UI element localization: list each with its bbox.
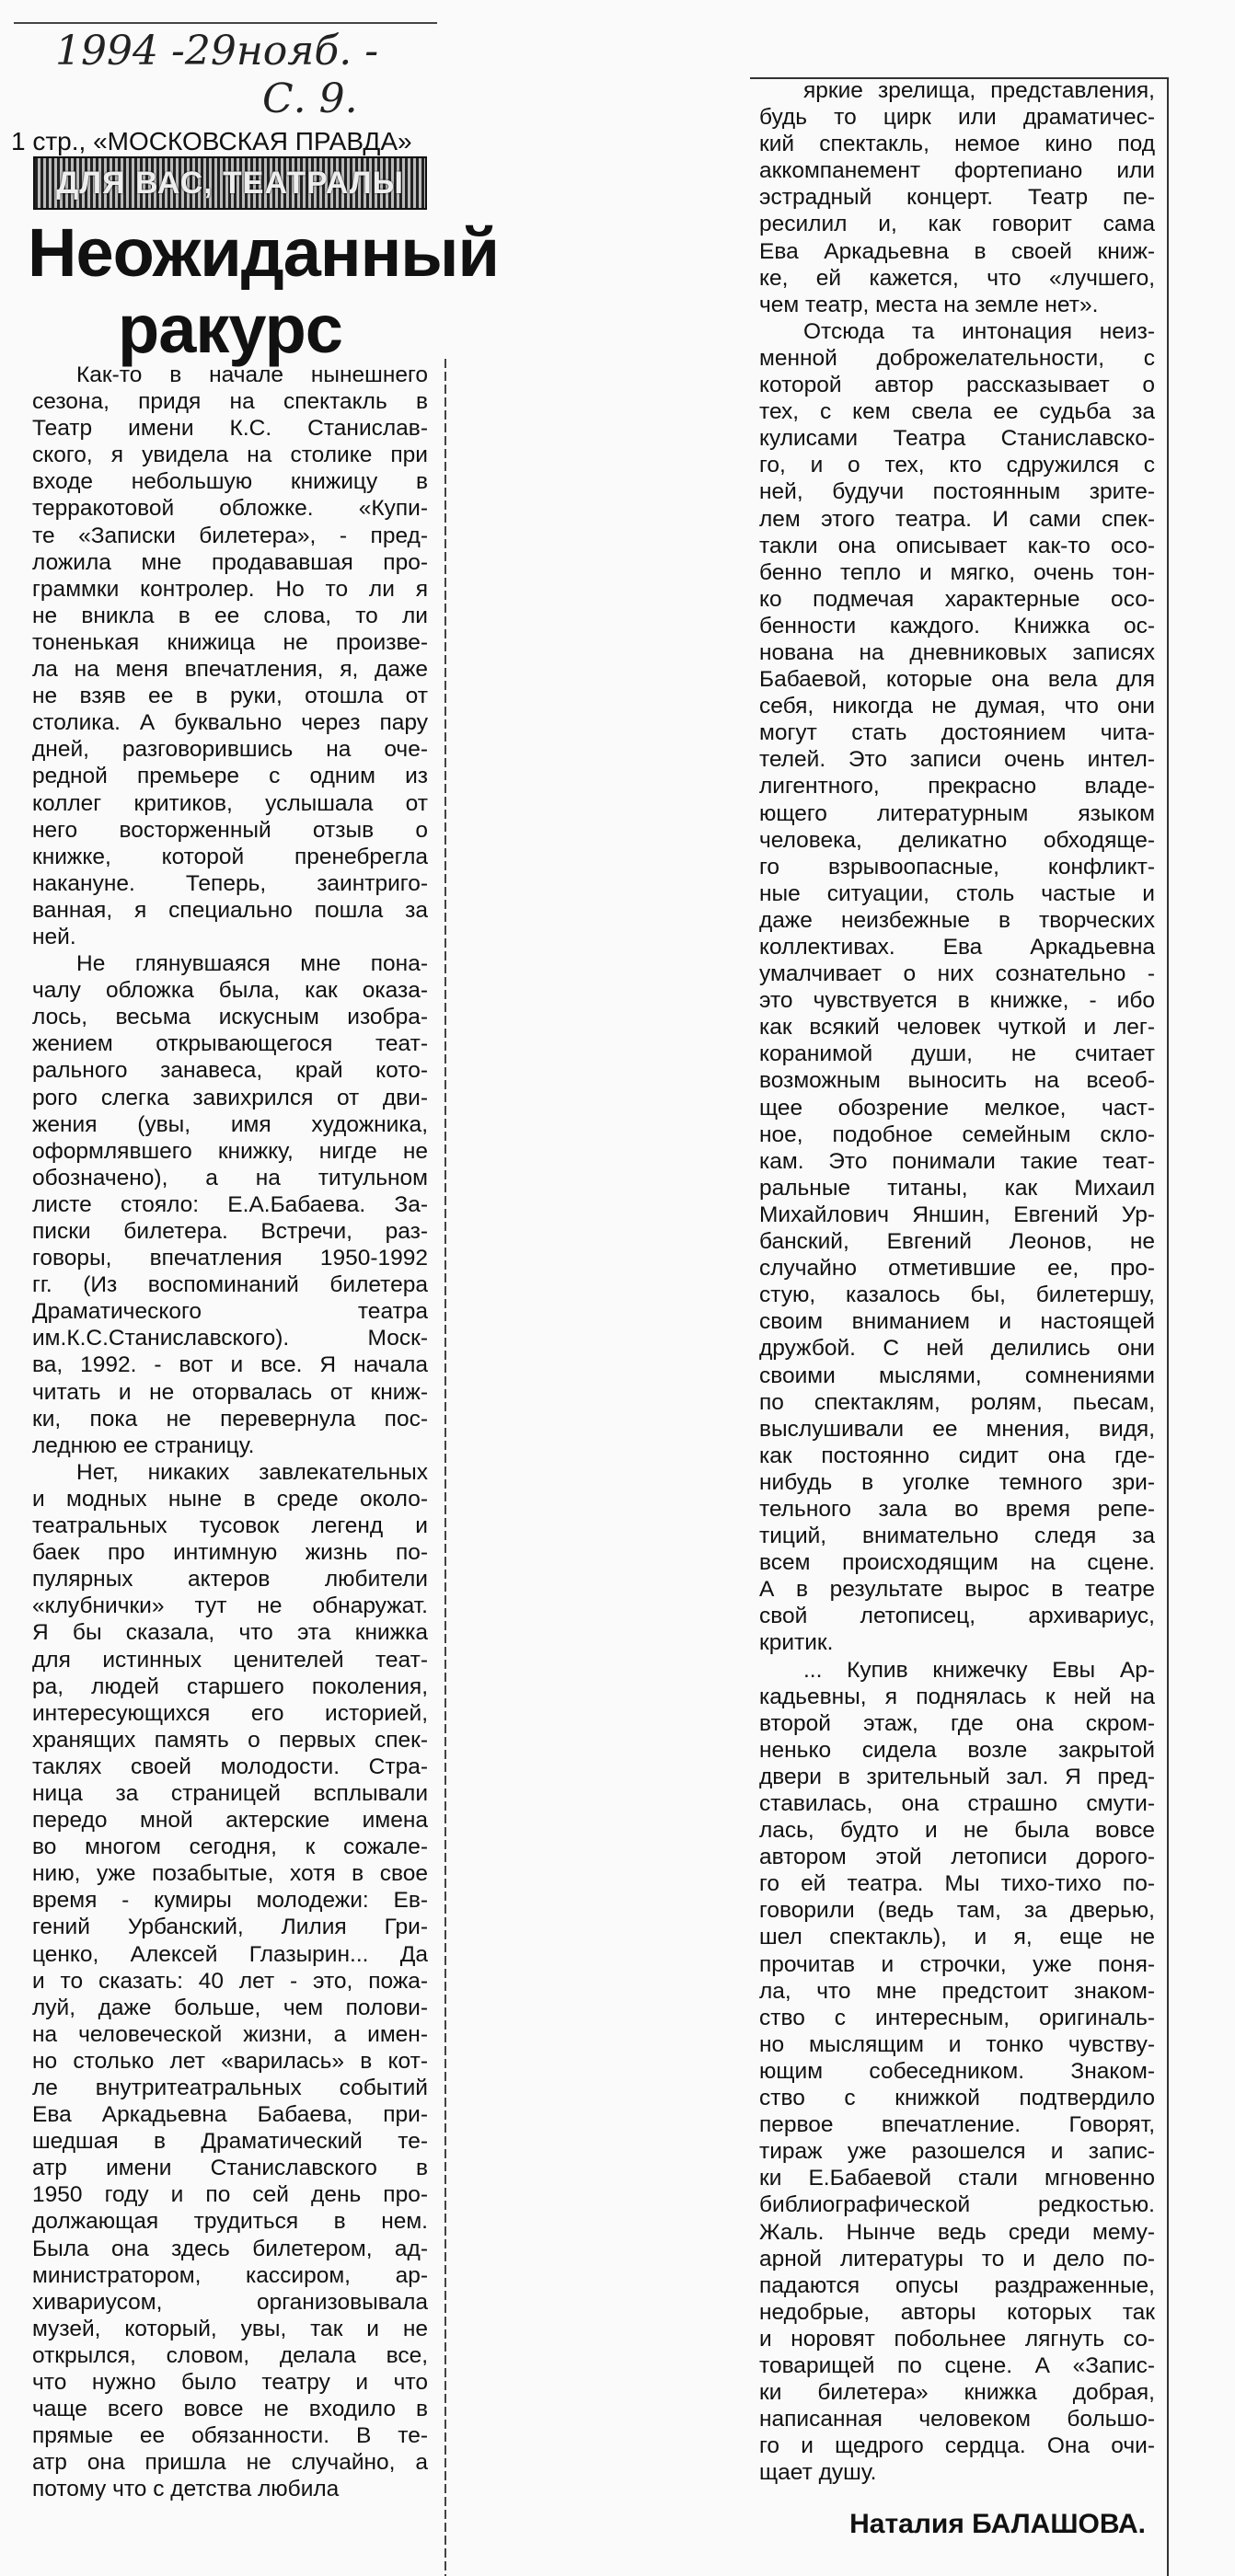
- text-line: бенности каждого. Книжка ос-: [759, 613, 1155, 638]
- text-line: леднюю ее страницу.: [32, 1432, 255, 1458]
- source-line: 1 стр., «МОСКОВСКАЯ ПРАВДА»: [11, 127, 412, 155]
- text-line: ки билетера» книжка добрая,: [759, 2380, 1155, 2406]
- text-line: шедшая в Драматический те-: [32, 2129, 428, 2155]
- text-line: и норовят побольнее лягнуть со-: [759, 2326, 1155, 2352]
- text-line: ки, пока не перевернула пос-: [32, 1406, 428, 1432]
- text-line: сезона, придя на спектакль в: [32, 389, 428, 415]
- text-line: рого слегка завихрился от дви-: [32, 1085, 428, 1110]
- text-line: возможным выносить на всеоб-: [759, 1068, 1155, 1094]
- text-line: ла, что мне предстоит знаком-: [759, 1978, 1155, 2004]
- text-line: говоры, впечатления 1950-1992: [32, 1246, 428, 1271]
- text-line: го, и о тех, кто сдружился с: [759, 453, 1155, 478]
- text-line: щее обозрение мелкое, част-: [759, 1095, 1155, 1121]
- text-line: нована на дневниковых записях: [759, 639, 1155, 665]
- text-line: ского, я увидела на столике при: [32, 443, 428, 468]
- text-line: прямые ее обязанности. В те-: [32, 2423, 428, 2449]
- text-line: тоненькая книжица не произве-: [32, 629, 428, 655]
- text-line: столика. А буквально через пару: [32, 710, 428, 736]
- headline-line-2: ракурс: [118, 291, 342, 367]
- text-line: Была она здесь билетером, ад-: [32, 2236, 428, 2261]
- text-line: должающая трудиться в нем.: [32, 2209, 428, 2235]
- text-line: второй этаж, где она скром-: [759, 1710, 1155, 1736]
- text-line: Не глянувшаяся мне пона-: [76, 951, 428, 977]
- text-line: терракотовой обложке. «Купи-: [32, 496, 428, 522]
- text-line: ке, ей кажется, что «лучшего,: [759, 265, 1155, 291]
- text-line: ней, будучи постоянным зрите-: [759, 479, 1155, 505]
- text-line: и модных ныне в среде около-: [32, 1486, 428, 1512]
- text-line: нибудь в уголке темного зри-: [759, 1469, 1155, 1495]
- text-line: Как-то в начале нынешнего: [76, 362, 428, 387]
- text-line: для истинных ценителей теат-: [32, 1647, 428, 1673]
- text-line: жением открывающегося теат-: [32, 1031, 428, 1057]
- text-line: рального занавеса, край кото-: [32, 1058, 428, 1084]
- article-paragraph: [32, 1459, 428, 2503]
- text-line: гг. (Из воспоминаний билетера: [32, 1272, 428, 1298]
- text-line: ненько сидела возле закрытой: [759, 1737, 1155, 1763]
- text-line: ра, людей старшего поколения,: [32, 1673, 428, 1699]
- text-line: говорили (ведь там, за дверью,: [759, 1898, 1155, 1924]
- text-line: как всякий человек чуткой и лег-: [759, 1015, 1155, 1041]
- text-line: что нужно было театру и что: [32, 2370, 428, 2396]
- text-line: прочитав и строчки, уже поня-: [759, 1951, 1155, 1977]
- text-line: случайно отметившие ее, про-: [759, 1256, 1155, 1282]
- text-line: него восторженный отзыв о: [32, 817, 428, 843]
- text-line: умалчивает о них сознательно -: [759, 961, 1155, 987]
- handwritten-date-note: 1994 -29нояб. -: [55, 28, 379, 75]
- text-line: кам. Это понимали такие теат-: [759, 1148, 1155, 1174]
- text-line: своим вниманием и настоящей: [759, 1309, 1155, 1335]
- text-line: такли она описывает как-то осо-: [759, 533, 1155, 558]
- text-line: читать и не оторвалась от книж-: [32, 1379, 428, 1405]
- text-line: Отсюда та интонация неиз-: [803, 318, 1155, 344]
- text-line: хивариусом, организовывала: [32, 2289, 428, 2315]
- rubric-label: ДЛЯ ВАС, ТЕАТРАЛЫ: [56, 165, 404, 201]
- text-line: нию, уже позабытые, хотя в свое: [32, 1861, 428, 1887]
- text-line: время - кумиры молодежи: Ев-: [32, 1888, 428, 1914]
- text-line: ставилась, она страшно смути-: [759, 1791, 1155, 1816]
- text-line: музей, который, увы, так и не: [32, 2316, 428, 2341]
- text-line: но мыслящим и тонко чувству-: [759, 2031, 1155, 2057]
- article-paragraph: [759, 1657, 1155, 2487]
- text-line: коллективах. Ева Аркадьевна: [759, 935, 1155, 960]
- text-line: «клубнички» тут не обнаружат.: [32, 1593, 428, 1619]
- text-line: театральных тусовок легенд и: [32, 1513, 428, 1539]
- text-line: открылся, словом, делала все,: [32, 2342, 428, 2368]
- text-line: товарищей по сцене. А «Запис-: [759, 2352, 1155, 2378]
- article-column-right: [759, 77, 1155, 2486]
- text-line: дружбой. С ней делились они: [759, 1336, 1155, 1362]
- text-line: лось, весьма искусным изобра-: [32, 1005, 428, 1030]
- text-line: Драматического театра: [32, 1299, 428, 1325]
- text-line: таклях своей молодости. Стра-: [32, 1754, 428, 1779]
- text-line: на человеческой жизни, а имен-: [32, 2021, 428, 2047]
- text-line: человека, деликатно обходяще-: [759, 827, 1155, 853]
- text-line: тиций, внимательно следя за: [759, 1524, 1155, 1549]
- clipping-top-rule: [14, 22, 437, 24]
- handwritten-page-note: С. 9.: [262, 75, 358, 122]
- text-line: ница за страницей всплывали: [32, 1780, 428, 1806]
- text-line: будь то цирк или драматичес-: [759, 105, 1155, 131]
- text-line: пулярных актеров любители: [32, 1567, 428, 1593]
- text-line: ральные титаны, как Михаил: [759, 1175, 1155, 1201]
- text-line: ство с книжкой подтвердило: [759, 2086, 1155, 2111]
- text-line: ложила мне продававшая про-: [32, 549, 428, 575]
- text-line: ство с интересным, оригиналь-: [759, 2005, 1155, 2030]
- text-line: ... Купив книжечку Евы Ар-: [803, 1657, 1155, 1683]
- text-line: аккомпанемент фортепиано или: [759, 158, 1155, 184]
- text-line: бенно тепло и мягко, очень тон-: [759, 559, 1155, 585]
- text-line: те «Записки билетера», - пред-: [32, 523, 428, 548]
- text-line: эстрадный концерт. Театр пе-: [759, 185, 1155, 211]
- text-line: А в результате вырос в театре: [759, 1577, 1155, 1603]
- text-line: кий спектакль, немое кино под: [759, 132, 1155, 157]
- text-line: ресилил и, как говорит сама: [759, 212, 1155, 237]
- text-line: ки Е.Бабаевой стали мгновенно: [759, 2166, 1155, 2191]
- text-line: Жаль. Нынче ведь среди мему-: [759, 2219, 1155, 2245]
- text-line: ванная, я специально пошла за: [32, 897, 428, 923]
- text-line: атр она пришла не случайно, а: [32, 2450, 428, 2476]
- article-paragraph: [759, 318, 1155, 1657]
- text-line: своими мыслями, сомнениями: [759, 1363, 1155, 1388]
- text-line: как постоянно сидит она где-: [759, 1443, 1155, 1468]
- text-line: Я бы сказала, что эта книжка: [32, 1620, 428, 1646]
- author-signature: Наталия БАЛАШОВА.: [849, 2509, 1146, 2539]
- text-line: банский, Евгений Леонов, не: [759, 1229, 1155, 1255]
- text-line: коранимой души, не считает: [759, 1041, 1155, 1067]
- text-line: всем происходящим на сцене.: [759, 1550, 1155, 1576]
- text-line: это чувствуется в книжке, - ибо: [759, 988, 1155, 1014]
- text-line: интересующихся его историей,: [32, 1700, 428, 1726]
- text-line: менной доброжелательности, с: [759, 345, 1155, 371]
- text-line: книжке, которой пренебрегла: [32, 844, 428, 869]
- text-line: но столько лет «варилась» в кот-: [32, 2048, 428, 2074]
- text-line: хранящих память о первых спек-: [32, 1727, 428, 1753]
- text-line: шел спектакль), и я, еще не: [759, 1925, 1155, 1950]
- text-line: во многом сегодня, к сожале-: [32, 1834, 428, 1860]
- text-line: ное, подобное семейным скло-: [759, 1121, 1155, 1147]
- text-line: Нет, никаких завлекательных: [76, 1459, 428, 1485]
- text-line: министратором, кассиром, ар-: [32, 2262, 428, 2288]
- text-line: редной премьере с одним из: [32, 764, 428, 789]
- text-line: чалу обложка была, как оказа-: [32, 978, 428, 1004]
- text-line: ле внутритеатральных событий: [32, 2076, 428, 2100]
- text-line: луй, даже больше, чем полови-: [32, 1995, 428, 2020]
- text-line: критик.: [759, 1630, 834, 1656]
- text-line: ные ситуации, столь частые и: [759, 880, 1155, 906]
- text-line: библиографической редкостью.: [759, 2192, 1155, 2218]
- text-line: ней.: [32, 924, 76, 949]
- column-divider-left: [444, 359, 446, 2576]
- text-line: чем театр, места на земле нет».: [759, 292, 1099, 317]
- text-line: писки билетера. Встречи, раз-: [32, 1219, 428, 1244]
- text-line: обозначено), а на титульном: [32, 1165, 428, 1190]
- text-line: оформлявшего книжку, нигде не: [32, 1138, 428, 1164]
- text-line: тельного зала во время репе-: [759, 1496, 1155, 1522]
- text-line: кулисами Театра Станиславско-: [759, 426, 1155, 452]
- text-line: передо мной актерские имена: [32, 1808, 428, 1834]
- text-line: арной литературы то и дело по-: [759, 2246, 1155, 2271]
- text-line: первое впечатление. Говорят,: [759, 2112, 1155, 2138]
- text-line: недобрые, авторы которых так: [759, 2299, 1155, 2325]
- text-line: им.К.С.Станиславского). Моск-: [32, 1326, 428, 1351]
- text-line: ценко, Алексей Глазырин... Да: [32, 1941, 428, 1967]
- text-line: дней, разговорившись на оче-: [32, 737, 428, 763]
- text-line: ющим собеседником. Знаком-: [759, 2058, 1155, 2084]
- text-line: выслушивали ее мнения, видя,: [759, 1416, 1155, 1442]
- text-line: по спектаклям, ролям, пьесам,: [759, 1389, 1155, 1415]
- text-line: чаще всего вовсе не входило в: [32, 2397, 428, 2422]
- text-line: граммки контролер. Но то ли я: [32, 576, 428, 602]
- article-column-left: [32, 362, 428, 2503]
- article-paragraph: [32, 950, 428, 1459]
- text-line: го и щедрого сердца. Она очи-: [759, 2433, 1155, 2459]
- column-divider-right: [1167, 77, 1169, 2576]
- text-line: го взрывоопасные, конфликт-: [759, 854, 1155, 880]
- text-line: ко подмечая характерные осо-: [759, 586, 1155, 612]
- text-line: падаются опусы раздраженные,: [759, 2272, 1155, 2298]
- text-line: не взяв ее в руки, отошла от: [32, 684, 428, 709]
- text-line: написанная человеком большо-: [759, 2407, 1155, 2432]
- text-line: баек про интимную жизнь по-: [32, 1540, 428, 1566]
- text-line: которой автор рассказывает о: [759, 373, 1155, 398]
- text-line: могут стать достоянием чита-: [759, 720, 1155, 746]
- text-line: лась, будто и не была вовсе: [759, 1818, 1155, 1844]
- text-line: гений Урбанский, Лилия Гри-: [32, 1915, 428, 1940]
- text-line: листе стояло: Е.А.Бабаева. За-: [32, 1191, 428, 1217]
- text-line: стую, казалось бы, билетершу,: [759, 1282, 1155, 1308]
- article-paragraph: [759, 77, 1155, 318]
- text-line: тех, с кем свела ее судьба за: [759, 399, 1155, 425]
- text-line: Ева Аркадьевна Бабаева, при-: [32, 2102, 428, 2128]
- text-line: атр имени Станиславского в: [32, 2156, 428, 2181]
- text-line: даже неизбежные в творческих: [759, 907, 1155, 933]
- text-line: тираж уже разошелся и запис-: [759, 2139, 1155, 2165]
- text-line: входе небольшую книжицу в: [32, 469, 428, 495]
- text-line: ющего литературным языком: [759, 800, 1155, 826]
- text-line: Михайлович Яншин, Евгений Ур-: [759, 1202, 1155, 1227]
- rubric-banner: [33, 156, 427, 210]
- text-line: Ева Аркадьевна в своей книж-: [759, 238, 1155, 264]
- text-line: не вникла в ее слова, то ли: [32, 603, 428, 628]
- text-line: телей. Это записи очень интел-: [759, 747, 1155, 773]
- text-line: лем этого театра. И сами спек-: [759, 506, 1155, 532]
- text-line: Бабаевой, которые она вела для: [759, 667, 1155, 693]
- text-line: 1950 году и по сей день про-: [32, 2182, 428, 2208]
- text-line: свой летописец, архивариус,: [759, 1604, 1155, 1629]
- text-line: накануне. Теперь, заинтриго-: [32, 870, 428, 896]
- headline-line-1: Неожиданный: [28, 214, 499, 291]
- text-line: кадьевны, я поднялась к ней на: [759, 1684, 1155, 1709]
- text-line: и то сказать: 40 лет - это, пожа-: [32, 1968, 428, 1994]
- text-line: ва, 1992. - вот и все. Я начала: [32, 1352, 428, 1378]
- text-line: яркие зрелища, представления,: [803, 78, 1155, 103]
- text-line: коллег критиков, услышала от: [32, 790, 428, 816]
- text-line: двери в зрительный зал. Я пред-: [759, 1764, 1155, 1789]
- text-line: лигентного, прекрасно владе-: [759, 774, 1155, 799]
- text-line: Театр имени К.С. Станислав-: [32, 416, 428, 442]
- text-line: жения (увы, имя художника,: [32, 1111, 428, 1137]
- text-line: го ей театра. Мы тихо-тихо по-: [759, 1871, 1155, 1897]
- text-line: себя, никогда не думая, что они: [759, 694, 1155, 719]
- text-line: автором этой летописи дорого-: [759, 1845, 1155, 1870]
- article-paragraph: [32, 362, 428, 950]
- text-line: ла на меня впечатления, я, даже: [32, 657, 428, 683]
- text-line: потому что с детства любила: [32, 2477, 340, 2502]
- text-line: щает душу.: [759, 2460, 877, 2486]
